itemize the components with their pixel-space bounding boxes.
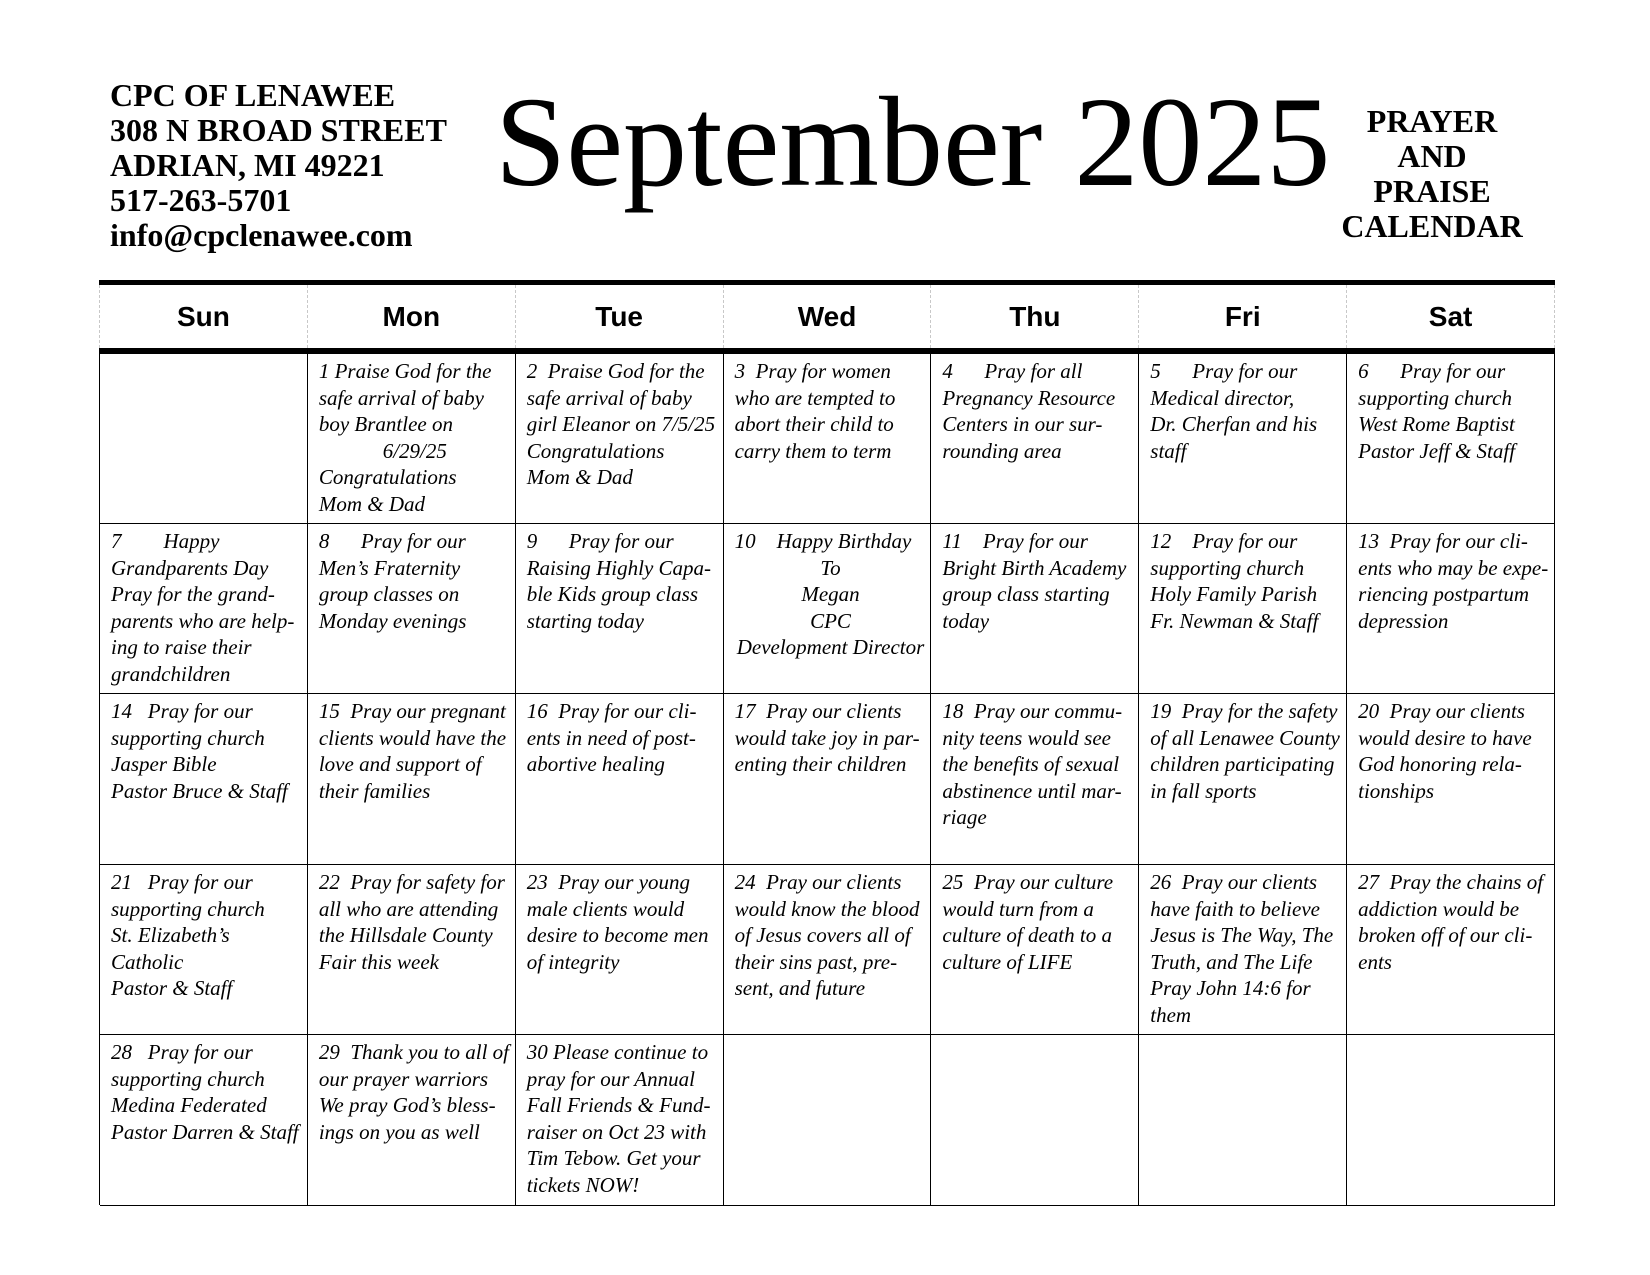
calendar-day-cell [724,1035,932,1206]
day-entry-first-line: 6 Pray for our [1358,359,1506,383]
weekday-sat: Sat [1346,285,1555,348]
day-entry-line: would take joy in par- [734,725,920,750]
calendar-day-cell [1347,865,1555,1035]
day-entry-first-line: 20 Pray our clients [1358,699,1525,723]
day-entry-line: supporting church [111,725,265,750]
page-title: September 2025 [495,71,1331,213]
calendar-day-cell [1347,694,1555,865]
day-entry-first-line: 24 Pray our clients [734,870,902,894]
day-entry-line: riencing postpartum [1358,582,1530,606]
day-entry-first-line: 29 Thank you to all of [318,1040,510,1064]
day-entry-line: parents who are help- [111,608,295,633]
day-entry-line: Megan [801,582,860,606]
calendar-day-cell [724,354,932,524]
weekday-header [99,285,1555,348]
day-entry-first-line: 26 Pray our clients [1150,870,1318,894]
day-entry-first-line: 27 Pray the chains of [1358,870,1544,894]
day-entry-line: Bright Birth Academy [942,555,1127,580]
day-entry-line: Centers in our sur- [942,412,1103,436]
day-entry-first-line: 7 Happy [111,529,220,553]
weekday-fri: Fri [1138,285,1346,348]
day-entry-line: depression [1358,608,1449,633]
weekday-wed: Wed [723,285,931,348]
calendar-day-cell [100,694,308,865]
calendar-day-cell [308,694,516,865]
day-entry-line: desire to become men [526,923,709,947]
day-entry-line: Dr. Cherfan and his [1150,412,1318,436]
calendar-day-cell [1139,354,1347,524]
day-entry-line: Mom & Dad [318,491,426,516]
day-entry-line: safe arrival of baby [318,385,484,410]
day-entry-line: culture of LIFE [942,949,1073,974]
day-entry-line: supporting church [1358,385,1512,410]
calendar-day-cell [1139,865,1347,1035]
day-entry-line: the benefits of sexual [942,752,1120,776]
day-entry-line: Medina Federated [111,1093,267,1117]
subtitle-line: PRAISE [1373,173,1491,209]
day-entry-line: 6/29/25 [382,438,447,463]
day-entry-first-line: 28 Pray for our [111,1040,253,1064]
day-entry-first-line: 13 Pray for our cli- [1358,529,1528,553]
calendar-day-cell [308,865,516,1035]
day-entry-line: pray for our Annual [526,1066,695,1091]
day-entry-first-line: 10 Happy Birthday [734,529,912,553]
day-entry-line: them [1150,1002,1192,1027]
day-entry-line: supporting church [111,896,265,921]
day-entry-line: their sins past, pre- [734,949,898,974]
day-entry-line: Men’s Fraternity [318,555,461,580]
day-entry-line: tionships [1358,778,1434,803]
day-entry-line: Fall Friends & Fund- [526,1093,711,1117]
day-entry-line: Congratulations [526,438,665,463]
day-entry-line: ing to raise their [111,635,252,659]
day-entry-line: our prayer warriors [318,1066,489,1091]
day-entry-first-line: 5 Pray for our [1150,359,1298,383]
day-entry-line: supporting church [111,1066,265,1091]
day-entry-first-line: 21 Pray for our [111,870,253,894]
day-entry-first-line: 8 Pray for our [318,529,466,553]
day-entry-line: Pastor Darren & Staff [111,1119,299,1144]
calendar-day-cell [516,865,724,1035]
day-entry-line: Pregnancy Resource [942,385,1116,410]
day-entry-line: safe arrival of baby [526,385,692,410]
day-entry-first-line: 2 Praise God for the [526,359,705,383]
day-entry-line: staff [1150,438,1187,463]
day-entry-line: sent, and future [734,976,866,1000]
calendar-day-cell [1347,1035,1555,1206]
calendar-day-cell [931,524,1139,694]
day-entry-line: broken off of our cli- [1358,923,1533,947]
weekday-sun: Sun [99,285,307,348]
org-street: 308 N BROAD STREET [110,112,447,148]
day-entry-line: group class starting [942,582,1110,606]
subtitle-line: CALENDAR [1341,208,1523,244]
day-entry-first-line: 30 Please continue to [526,1040,709,1064]
day-entry-first-line: 16 Pray for our cli- [526,699,697,723]
day-entry-line: addiction would be [1358,896,1520,921]
day-entry-line: Tim Tebow. Get your [526,1146,701,1170]
weekday-thu: Thu [930,285,1138,348]
calendar-day-cell [308,1035,516,1206]
day-entry-line: Jasper Bible [111,752,217,776]
day-entry-line: God honoring rela- [1358,752,1522,776]
day-entry-line: CPC [810,608,851,633]
calendar-day-cell [724,694,932,865]
day-entry-line: abort their child to [734,412,894,436]
org-phone: 517-263-5701 [110,182,292,218]
day-entry-line: ents who may be expe- [1358,555,1549,580]
calendar-day-cell [1347,354,1555,524]
day-entry-line: their families [318,778,431,803]
calendar-day-cell [308,354,516,524]
day-entry-line: raiser on Oct 23 with [526,1119,707,1144]
day-entry-first-line: 4 Pray for all [942,359,1083,383]
calendar-grid [99,353,1555,1205]
day-entry-first-line: 15 Pray our pregnant [318,699,506,723]
day-entry-line: Jesus is The Way, The [1150,923,1334,947]
day-entry-line: Holy Family Parish [1150,582,1318,606]
day-entry-line: Congratulations [318,465,457,489]
day-entry-line: Fr. Newman & Staff [1150,608,1319,633]
day-entry-first-line: 22 Pray for safety for [318,870,505,894]
day-entry-line: of Jesus covers all of [734,923,911,947]
day-entry-line: rounding area [942,438,1062,463]
org-email: info@cpclenawee.com [110,217,413,253]
calendar-day-cell [308,524,516,694]
calendar-day-cell [1139,1035,1347,1206]
day-entry-first-line: 23 Pray our young [526,870,691,894]
day-entry-line: ble Kids group class [526,582,699,606]
weekday-mon: Mon [307,285,515,348]
calendar-day-cell [100,865,308,1035]
day-entry-first-line: 9 Pray for our [526,529,674,553]
day-entry-line: in fall sports [1150,778,1257,803]
day-entry-first-line: 1 Praise God for the [318,359,492,383]
day-entry-first-line: 18 Pray our commu- [942,699,1123,723]
day-entry-line: Fair this week [318,949,439,974]
calendar-day-cell [100,524,308,694]
subtitle-line: PRAYER [1366,103,1498,139]
day-entry-first-line: 25 Pray our culture [942,870,1114,894]
day-entry-first-line: 12 Pray for our [1150,529,1298,553]
calendar-day-cell [516,694,724,865]
day-entry-line: would turn from a [942,896,1094,921]
day-entry-line: who are tempted to [734,385,896,410]
day-entry-line: enting their children [734,752,907,776]
org-name: CPC OF LENAWEE [110,77,396,113]
calendar-day-cell [724,524,932,694]
day-entry-line: boy Brantlee on [318,412,453,436]
day-entry-line: We pray God’s bless- [318,1093,496,1117]
calendar-day-cell [516,524,724,694]
day-entry-line: the Hillsdale County [318,923,493,947]
day-entry-line: of integrity [526,949,620,974]
day-entry-line: culture of death to a [942,923,1112,947]
day-entry-line: today [942,608,990,633]
day-entry-line: To [820,555,841,580]
calendar-subtitle [1332,104,1532,244]
day-entry-line: Pray John 14:6 for [1150,976,1311,1000]
day-entry-first-line: 14 Pray for our [111,699,253,723]
day-entry-line: riage [942,805,987,829]
day-entry-line: tickets NOW! [526,1172,640,1197]
day-entry-first-line: 17 Pray our clients [734,699,902,723]
day-entry-line: ings on you as well [318,1119,480,1144]
day-entry-first-line: 3 Pray for women [734,359,891,383]
day-entry-line: Pastor Bruce & Staff [111,778,288,803]
day-entry-line: Grandparents Day [111,555,269,580]
calendar-day-cell [931,1035,1139,1206]
day-entry-line: love and support of [318,752,482,776]
day-entry-line: Pastor & Staff [111,976,233,1000]
calendar-day-cell [931,354,1139,524]
subtitle-line: AND [1397,138,1467,174]
day-entry-line: clients would have the [318,725,507,750]
day-entry-line: girl Eleanor on 7/5/25 [526,412,716,436]
calendar-day-cell [1347,524,1555,694]
day-entry-line: abstinence until mar- [942,778,1122,803]
organization-info [110,78,447,253]
day-entry-line: ents in need of post- [526,725,696,750]
day-entry-line: Truth, and The Life [1150,949,1313,974]
day-entry-line: ents [1358,949,1392,974]
day-entry-line: St. Elizabeth’s [111,923,230,947]
day-entry-line: starting today [526,608,644,633]
calendar-day-cell [1139,524,1347,694]
day-entry-line: abortive healing [526,752,665,776]
day-entry-line: have faith to believe [1150,896,1320,921]
day-entry-line: carry them to term [734,438,892,463]
org-city: ADRIAN, MI 49221 [110,147,385,183]
calendar-day-cell [931,694,1139,865]
weekday-tue: Tue [515,285,723,348]
day-entry-line: Development Director [736,635,925,659]
day-entry-line: Monday evenings [318,608,467,633]
day-entry-line: children participating [1150,752,1335,776]
day-entry-line: Pastor Jeff & Staff [1358,438,1516,463]
day-entry-line: group classes on [318,582,460,606]
day-entry-line: all who are attending [318,896,499,921]
day-entry-line: would know the blood [734,896,920,921]
day-entry-line: Pray for the grand- [111,582,275,606]
day-entry-line: of all Lenawee County [1150,725,1340,750]
day-entry-first-line: 19 Pray for the safety [1150,699,1338,723]
day-entry-line: Catholic [111,949,184,974]
day-entry-line: West Rome Baptist [1358,412,1515,436]
day-entry-line: male clients would [526,896,685,921]
calendar-day-cell [516,1035,724,1206]
day-entry-line: Raising Highly Capa- [526,555,712,580]
calendar-day-cell [100,1035,308,1206]
day-entry-first-line: 11 Pray for our [942,529,1088,553]
day-entry-line: would desire to have [1358,725,1532,750]
calendar-day-cell [931,865,1139,1035]
calendar-day-cell [724,865,932,1035]
calendar-day-cell [1139,694,1347,865]
day-entry-line: nity teens would see [942,725,1111,750]
day-entry-line: Medical director, [1150,385,1295,410]
day-entry-line: grandchildren [111,661,231,686]
calendar-day-cell [100,354,308,524]
calendar-day-cell [516,354,724,524]
day-entry-line: Mom & Dad [526,465,633,489]
day-entry-line: supporting church [1150,555,1305,580]
